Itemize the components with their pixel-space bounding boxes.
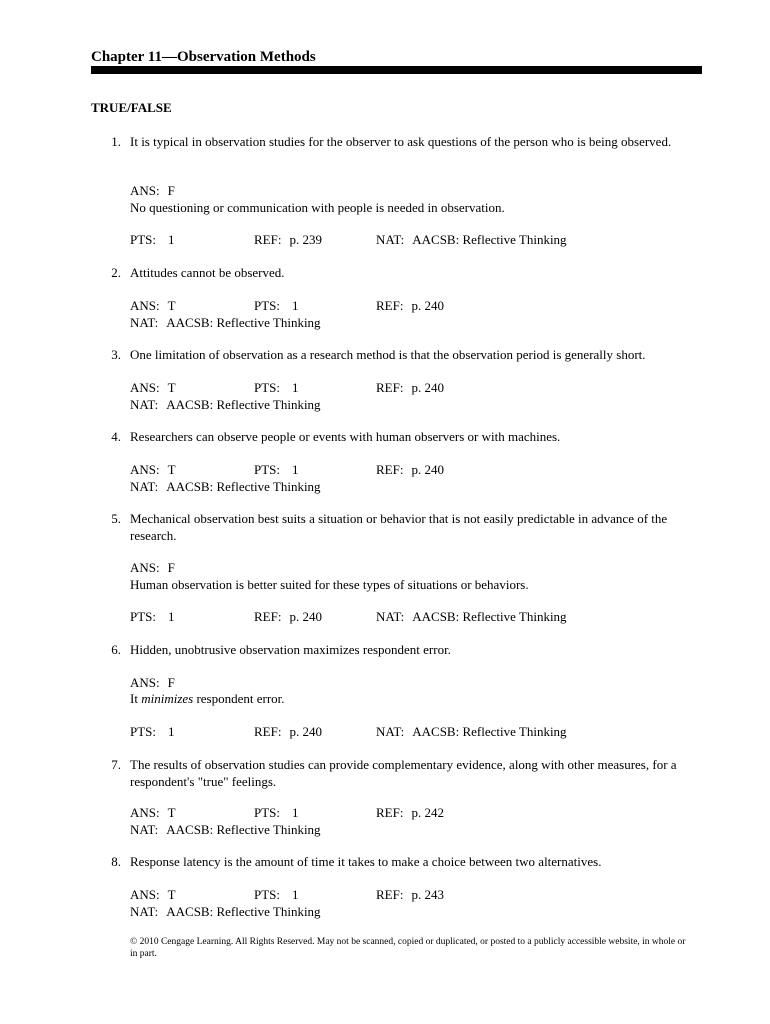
ref-label: REF: (376, 380, 404, 395)
ref-label: REF: (376, 298, 404, 313)
ans-value: F (167, 675, 175, 690)
pts-label: PTS: (130, 609, 157, 624)
ans-label: ANS: (130, 298, 160, 313)
nat-label: NAT: (376, 724, 405, 739)
pts-label: PTS: (254, 805, 281, 820)
chapter-title: Chapter 11—Observation Methods (91, 49, 316, 65)
pts-label: PTS: (254, 298, 281, 313)
question-5 (91, 511, 691, 544)
ans-label: ANS: (130, 805, 160, 820)
nat-value: AACSB: Reflective Thinking (166, 904, 321, 919)
question-4 (91, 429, 691, 446)
question-text: Attitudes cannot be observed. (130, 265, 285, 280)
nat-value: AACSB: Reflective Thinking (412, 609, 567, 624)
ref-value: p. 240 (411, 298, 444, 313)
ref-label: REF: (376, 805, 404, 820)
question-text: Mechanical observation best suits a situation or behavior that is not easily predictable in advance of the research. (130, 511, 668, 543)
nat-value: AACSB: Reflective Thinking (166, 315, 321, 330)
ans-value: T (167, 380, 176, 395)
pts-label: PTS: (254, 462, 281, 477)
pts-value: 1 (168, 724, 175, 739)
pts-value: 1 (292, 887, 299, 902)
rationale: No questioning or communication with people is needed in observation. (130, 200, 505, 215)
question-number: 1. (111, 134, 121, 149)
question-text: Response latency is the amount of time it takes to make a choice between two alternatives. (130, 854, 602, 869)
nat-value: AACSB: Reflective Thinking (412, 724, 567, 739)
ref-value: p. 242 (411, 805, 444, 820)
ref-label: REF: (254, 232, 282, 247)
pts-value: 1 (292, 298, 299, 313)
pts-value: 1 (168, 609, 175, 624)
nat-value: AACSB: Reflective Thinking (412, 232, 567, 247)
ref-label: REF: (254, 609, 282, 624)
question-number: 8. (111, 854, 121, 869)
question-number: 6. (111, 642, 121, 657)
nat-label: NAT: (376, 609, 405, 624)
question-number: 2. (111, 265, 121, 280)
question-3 (91, 347, 691, 364)
nat-label: NAT: (376, 232, 405, 247)
ref-value: p. 240 (289, 724, 322, 739)
ref-value: p. 240 (289, 609, 322, 624)
ans-value: F (167, 560, 175, 575)
pts-value: 1 (168, 232, 175, 247)
question-1 (91, 134, 691, 151)
pts-value: 1 (292, 380, 299, 395)
nat-label: NAT: (130, 397, 159, 412)
ans-value: T (167, 887, 176, 902)
ref-label: REF: (376, 462, 404, 477)
nat-value: AACSB: Reflective Thinking (166, 397, 321, 412)
question-6 (91, 642, 691, 659)
question-text: One limitation of observation as a research method is that the observation period is generally short. (130, 347, 646, 362)
nat-label: NAT: (130, 315, 159, 330)
ref-label: REF: (376, 887, 404, 902)
section-heading: TRUE/FALSE (91, 100, 172, 115)
pts-value: 1 (292, 462, 299, 477)
ans-value: T (167, 298, 176, 313)
ref-value: p. 240 (411, 462, 444, 477)
rationale-pre: It (130, 691, 142, 706)
question-text: Researchers can observe people or events with human observers or with machines. (130, 429, 561, 444)
rationale: Human observation is better suited for these types of situations or behaviors. (130, 577, 529, 592)
nat-value: AACSB: Reflective Thinking (166, 822, 321, 837)
question-number: 3. (111, 347, 121, 362)
ans-label: ANS: (130, 462, 160, 477)
question-number: 5. (111, 511, 121, 526)
question-text: The results of observation studies can provide complementary evidence, along with other measures, for a respondent's "true" feelings. (130, 757, 677, 789)
question-7 (91, 757, 691, 790)
question-number: 7. (111, 757, 121, 772)
ans-label: ANS: (130, 380, 160, 395)
nat-label: NAT: (130, 822, 159, 837)
ans-value: T (167, 462, 176, 477)
ans-label: ANS: (130, 560, 160, 575)
question-text: Hidden, unobtrusive observation maximizes respondent error. (130, 642, 451, 657)
ref-value: p. 243 (411, 887, 444, 902)
ref-value: p. 240 (411, 380, 444, 395)
rationale-emphasis: minimizes (141, 691, 194, 706)
rationale (130, 691, 285, 708)
question-text: It is typical in observation studies for the observer to ask questions of the person who is being observed. (130, 134, 672, 149)
nat-label: NAT: (130, 479, 159, 494)
nat-label: NAT: (130, 904, 159, 919)
ans-label: ANS: (130, 675, 160, 690)
question-8 (91, 854, 691, 871)
ans-value: F (167, 183, 175, 198)
pts-value: 1 (292, 805, 299, 820)
question-number: 4. (111, 429, 121, 444)
pts-label: PTS: (130, 724, 157, 739)
ans-label: ANS: (130, 887, 160, 902)
nat-value: AACSB: Reflective Thinking (166, 479, 321, 494)
ans-value: T (167, 805, 176, 820)
question-2 (91, 265, 691, 282)
pts-label: PTS: (254, 380, 281, 395)
ref-label: REF: (254, 724, 282, 739)
rationale-post: respondent error. (193, 691, 285, 706)
pts-label: PTS: (254, 887, 281, 902)
pts-label: PTS: (130, 232, 157, 247)
ref-value: p. 239 (289, 232, 322, 247)
title-rule (91, 66, 702, 74)
ans-label: ANS: (130, 183, 160, 198)
copyright-footer: © 2010 Cengage Learning. All Rights Reserved. May not be scanned, copied or duplicated, or posted to a publicly accessible website, in whole or in part. (130, 937, 686, 959)
